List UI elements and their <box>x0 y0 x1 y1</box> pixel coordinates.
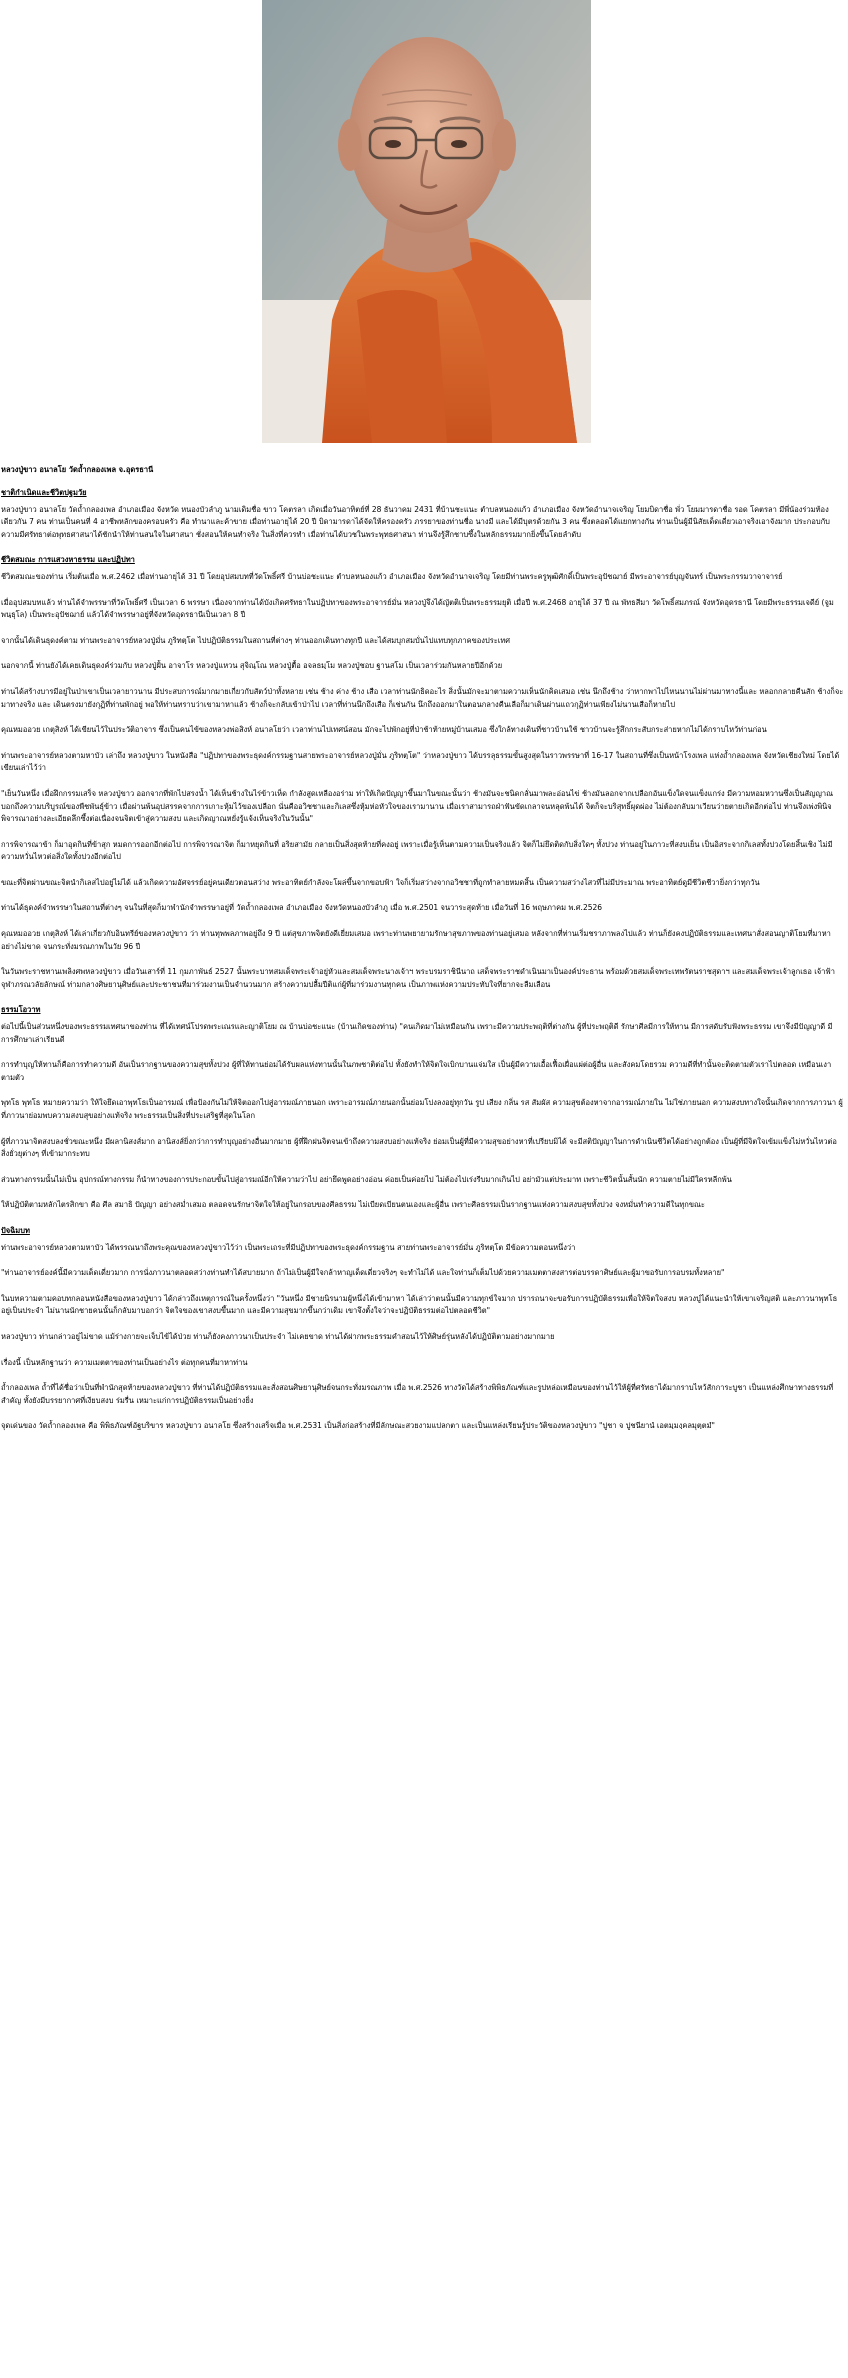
paragraph: "ท่านอาจารย์องค์นี้มีความเด็ดเดี่ยวมาก การนั่งภาวนาตลอดสว่างท่านทำได้สบายมาก ถ้าไม่เป็นผู้มีใจกล้าหาญเด็ดเดี่ยวจริงๆ จะทำไม่ได้ และใจท่านก็เต็มไปด้วยความเมตตาสงสารต่อบรรดาศิษย์และผู้มาขอรับการอบรมทั้งหลาย" <box>1 1268 725 1278</box>
section-heading: ชาติกำเนิดและชีวิตปฐมวัย <box>1 488 87 497</box>
section-heading: ปัจฉิมบท <box>1 1225 30 1235</box>
paragraph: คุณหมออวย เกตุสิงห์ ได้เขียนไว้ในประวัติอาจาร ซึ่งเป็นคนไข้ของหลวงพ่อสิงห์ อนาลโยว่า เวลาท่านไปเทศน์สอน มักจะไปพักอยู่ที่ป่าช้าท้ายหมู่บ้านเสมอ ซึ่งใกล้ทางเดินที่ชาวบ้านใช้ ชาวบ้านจะรู้สึกกระสับกระส่ายหากไม่ได้กราบไหว้ท่านก่อน <box>1 725 767 735</box>
paragraph: จากนั้นได้เดินธุดงค์ตาม ท่านพระอาจารย์หลวงปู่มั่น ภูริทตฺโต ไปปฏิบัติธรรมในสถานที่ต่างๆ ท่านออกเดินทางทุกปี และได้สมบุกสมบั่นไปแทบทุกภาคของประเทศ <box>1 635 511 645</box>
paragraph: ในบทความตามคอบทกลอนหนังสือของหลวงปู่ขาว ได้กล่าวถึงเหตุการณ์ในครั้งหนึ่งว่า "วันหนึ่ง มีชายนิรนามผู้หนึ่งได้เข้ามาหา ได้เล่าว่าตนนั้นมีความทุกข์ใจมาก ปรารถนาจะขอรับการปฏิบัติธรรมเพื่อให้จิตใจสงบ หลวงปู่ได้แนะนำให้เขาเจริญสติ และภาวนาพุทโธ อยู่เป็นประจำ ไม่นานนักชายคนนั้นก็กลับมาบอกว่า จิตใจของเขาสงบขึ้นมาก และมีความสุขมากขึ้นกว่าเดิม เขาจึงตั้งใจว่าจะปฏิบัติธรรมต่อไปตลอดชีวิต" <box>1 1293 838 1316</box>
paragraph: นอกจากนี้ ท่านยังได้เคยเดินธุดงค์ร่วมกับ หลวงปู่ฝั้น อาจาโร หลวงปู่แหวน สุจิณฺโณ หลวงปู่ตื้อ อจลธมฺโม หลวงปู่ชอบ ฐานสโม เป็นเวลาร่วมกันหลายปีอีกด้วย <box>1 661 503 671</box>
paragraph: ส่วนทางกรรมนั้นไม่เป็น อุปกรณ์ทางกรรม ก็นำทางของการประกอบขั้นไปสู่อารมณ์อีกให้ความว่าไป อย่ายึดพูดอย่างอ่อน ค่อยเป็นค่อยไป ไม่ต้องไปเร่งรีบมากเกินไป อย่ามัวแต่ประมาท เพราะชีวิตนั้นสั้นนัก ความตายไม่มีใครหลีกพ้น <box>1 1174 732 1184</box>
section-heading: ธรรมโอวาท <box>1 1005 41 1015</box>
paragraph: ท่านได้ธุดงค์จำพรรษาในสถานที่ต่างๆ จนในที่สุดก็มาพำนักจำพรรษาอยู่ที่ วัดถ้ำกลองเพล อำเภอเมือง จังหวัดหนองบัวลำภู เมื่อ พ.ศ.2501 จนวาระสุดท้าย เมื่อวันที่ 16 พฤษภาคม พ.ศ.2526 <box>1 903 603 913</box>
paragraph: ชีวิตสมณะของท่าน เริ่มต้นเมื่อ พ.ศ.2462 เมื่อท่านอายุได้ 31 ปี โดยอุปสมบทที่วัดโพธิ์ศรี บ้านบ่อชะแนะ ตำบลหนองแก้ว อำเภอเมือง จังหวัดอำนาจเจริญ โดยมีท่านพระครูพุฒิศักดิ์เป็นพระอุปัชฌาย์ มีพระอาจารย์บุญจันทร์ เป็นพระกรรมวาจาจารย์ <box>1 571 783 581</box>
paragraph: การทำบุญให้ทานก็คือการทำความดี อันเป็นรากฐานของความสุขทั้งปวง ผู้ที่ให้ทานย่อมได้รับผลแห่งทานนั้นในภพชาติต่อไป ทั้งยังทำให้จิตใจเบิกบานแจ่มใส เป็นผู้มีความเอื้อเฟื้อเผื่อแผ่ต่อผู้อื่น และสังคมโดยรวม ความดีที่ทำนั้นจะติดตามตัวเราไปตลอด เหมือนเงาตามตัว <box>1 1060 832 1082</box>
section-heading: ชีวิตสมณะ การแสวงหาธรรม และปฏิปทา <box>1 555 135 565</box>
section-dhamma-teaching <box>1 1004 844 1212</box>
paragraph: เรื่องนี้ เป็นหลักฐานว่า ความเมตตาของท่านเป็นอย่างไร ต่อทุกคนที่มาหาท่าน <box>1 1357 248 1367</box>
paragraph: ในวันพระราชทานเพลิงศพหลวงปู่ขาว เมื่อวันเสาร์ที่ 11 กุมภาพันธ์ 2527 นั้นพระบาทสมเด็จพระเจ้าอยู่หัวและสมเด็จพระนางเจ้าฯ พระบรมราชินีนาถ เสด็จพระราชดำเนินมาเป็นองค์ประธาน พร้อมด้วยสมเด็จพระเทพรัตนราชสุดาฯ และสมเด็จพระเจ้าลูกเธอ เจ้าฟ้าจุฬาภรณวลัยลักษณ์ ท่ามกลางศิษยานุศิษย์และประชาชนที่มาร่วมงานเป็นจำนวนมาก สร้างความปลื้มปีติแก่ผู้ที่มาร่วมงานทุกคน เป็นภาพแห่งความประทับใจที่ยากจะลืมเลือน <box>1 967 835 989</box>
article-title: หลวงปู่ขาว อนาลโย วัดถ้ำกลองเพล จ.อุดรธานี <box>1 465 154 474</box>
article-content <box>1 464 844 1446</box>
paragraph: ถ้ำกลองเพล ถ้ำที่ได้ชื่อว่าเป็นที่พำนักสุดท้ายของหลวงปู่ขาว ที่ท่านได้ปฏิบัติธรรมและสั่งสอนศิษยานุศิษย์จนกระทั่งมรณภาพ เมื่อ พ.ศ.2526 ทางวัดได้สร้างพิพิธภัณฑ์และรูปหล่อเหมือนของท่านไว้ให้ผู้ที่ศรัทธาได้มากราบไหว้สักการะบูชา เป็นแหล่งศึกษาทางธรรมที่สำคัญ ทั้งยังมีบรรยากาศที่เงียบสงบ ร่มรื่น เหมาะแก่การปฏิบัติธรรมเป็นอย่างยิ่ง <box>1 1383 834 1405</box>
paragraph: ต่อไปนี้เป็นส่วนหนึ่งของพระธรรมเทศนาของท่าน ที่ได้เทศน์โปรดพระเณรและญาติโยม ณ บ้านบ่อชะแนะ (บ้านเกิดของท่าน) "คนเกิดมาไม่เหมือนกัน เพราะมีความประพฤติที่ต่างกัน ผู้ที่ประพฤติดี รักษาศีลมีการให้ทาน มีการสดับรับฟังพระธรรม เขาจึงมีปัญญาดี มีการศึกษาเล่าเรียนดี <box>1 1022 833 1044</box>
paragraph: พุทโธ พุทโธ หมายความว่า ให้ใจยึดเอาพุทโธเป็นอารมณ์ เพื่อป้องกันไม่ให้จิตออกไปสู่อารมณ์ภายนอก เพราะอารมณ์ภายนอกนั้นย่อมโปงลงอยู่ทุกวัน รูป เสียง กลิ่น รส สัมผัส ความสุขต้องหาจากอารมณ์ภายใน ไม่ใช่ภายนอก ความสงบทางใจนั้นเกิดจากการภาวนา ผู้ที่ภาวนาย่อมพบความสงบสุขอย่างแท้จริง พระธรรมเป็นสิ่งที่ประเสริฐที่สุดในโลก <box>1 1098 843 1120</box>
paragraph: เมื่ออุปสมบทแล้ว ท่านได้จำพรรษาที่วัดโพธิ์ศรี เป็นเวลา 6 พรรษา เนื่องจากท่านได้บังเกิดศรัทธาในปฏิปทาของพระอาจารย์มั่น หลวงปู่จึงได้ญัตติเป็นพระธรรมยุติ เมื่อปี พ.ศ.2468 อายุได้ 37 ปี ณ พัทธสีมา วัดโพธิ์สมภรณ์ จังหวัดอุดรธานี โดยมีพระธรรมเจดีย์ (จูม พนฺธุโล) เป็นพระอุปัชฌาย์ แล้วได้จำพรรษาอยู่ที่จังหวัดอุดรธานีเป็นเวลา 8 ปี <box>1 597 834 620</box>
section-birth <box>1 487 844 541</box>
paragraph: การพิจารณาข้า ก็มาอุดกินที่ข้าสุก หมดการออกอีกต่อไป การพิจารณาจิต ก็มาหยุดกินที่ อริยสามัย กลายเป็นสิ่งสุดท้ายที่คงอยู่ เพราะเมื่อรู้เห็นตามความเป็นจริงแล้ว จิตก็ไม่ยึดติดกับสิ่งใดๆ ทั้งปวง ท่านอยู่ในภาวะที่สงบเย็น เป็นอิสระจากกิเลสทั้งปวงโดยสิ้นเชิง ไม่มีความหวั่นไหวต่อสิ่งใดทั้งปวงอีกต่อไป <box>1 839 833 862</box>
paragraph: "เย็นวันหนึ่ง เมื่อฝึกกรรมเสร็จ หลวงปู่ขาว ออกจากที่พักไปสรงน้ำ ได้เห็นช้างในไร่ข้าวเห็ด กำลังสูดเหลืองอร่าม ท่าให้เกิดปัญญาขึ้นมาในขณะนั้นว่า ช้างมันจะชนิดกลั่นมาพละอ่อนไข่ ช้างมันลอกจากเปลือกอันแข็งใดจนแข็งแกร่ง มีความหอมหวานซึ่งเป็นสัญญาณบอกถึงความบริบูรณ์ของพืชพันธุ์ข้าว เมื่อผ่านพ้นอุปสรรคจากการเกาะหุ้มไว้ของเปลือก นั่นคืออวิชชาและกิเลสซึ่งหุ้มห่อหัวใจของเรามานาน เมื่อเราสามารถฝ่าฟันขัดเกลาจนหลุดพ้นได้ จิตก็จะบริสุทธิ์ผุดผ่อง ไม่ต้องกลับมาเวียนว่ายตายเกิดอีกต่อไป ท่านจึงเพ่งพินิจพิจารณาอย่างละเอียดลึกซึ้งต่อเนื่องจนจิตเข้าสู่ความสงบ และเกิดญาณหยั่งรู้แจ้งเห็นจริงในวันนั้น" <box>1 788 834 824</box>
paragraph: ขณะที่จิตผ่านขณะจิตนำกิเลสไปอยู่ไม่ได้ แล้วเกิดความอัศจรรย์อยู่คนเดียวตอนสว่าง พระอาทิตย์กำลังจะโผล่ขึ้นจากขอบฟ้า ใจก็เริ่มสว่างจากอวิชชาที่ถูกทำลายหมดสิ้น เป็นความสว่างไสวที่ไม่มีประมาณ พระอาทิตย์ดูมีชีวิตชีวายิ่งกว่าทุกวัน <box>1 877 760 887</box>
paragraph: ท่านได้สร้างบารมีอยู่ในป่าเขาเป็นเวลายาวนาน มีประสบการณ์มากมายเกี่ยวกับสัตว์ป่าทั้งหลาย เช่น ช้าง ค่าง ช้าง เสือ เวลาท่านนักธิดอะไร สิ่งนั้นมักจะมาตามความเห็นนักคิดเสมอ เช่น นึกถึงช้าง ว่าหากพาไปไหนนานไม่ผ่านมาทางนี้และ หลอกกลายคืนสัก ช้างก็จะมาทางจริง และ เดินตรงมายังกุฏิที่ท่านพักอยู่ พอให้ท่านทราบว่าเขามาหาแล้ว ช้างก็จะกลับเข้าป่าไป เวลาที่ท่านนึกถึงเสือ ก็เช่นกัน นึกถึงออกมาในตอนกลางคืนเลือก็มาเดินผ่านแถวกุฏิท่านเพียงไม่นานเสือก็หายไป <box>1 686 844 709</box>
paragraph: หลวงปู่ขาว ท่านกล่าวอยู่ไม่ขาด แม้ร่างกายจะเจ็บไข้ได้ป่วย ท่านก็ยังคงภาวนาเป็นประจำ ไม่เคยขาด ท่านได้ฝากพระธรรมคำสอนไว้ให้ศิษย์รุ่นหลังได้ปฏิบัติตามอย่างมากมาย <box>1 1331 555 1341</box>
paragraph: คุณหมออวย เกตุสิงห์ ได้เล่าเกี่ยวกับอินทรีย์ของหลวงปู่ขาว ว่า ท่านทุพพลภาพอยู่ถึง 9 ปี แต่สุขภาพจิตยังดีเยี่ยมเสมอ เพราะท่านพยายามรักษาสุขภาพของท่านอยู่เสมอ หลังจากที่ท่านเริ่มชราภาพลงไปแล้ว ท่านก็ยังคงปฏิบัติธรรมและเทศนาสั่งสอนญาติโยมที่มาหาอย่างไม่ขาด จนกระทั่งมรณภาพในวัย 96 ปี <box>1 929 831 951</box>
paragraph: ให้ปฏิบัติตามหลักไตรสิกขา คือ ศีล สมาธิ ปัญญา อย่างสม่ำเสมอ ตลอดจนรักษาจิตใจให้อยู่ในกรอบของศีลธรรม ไม่เบียดเบียนตนเองและผู้อื่น เพราะศีลธรรมเป็นรากฐานแห่งความสงบสุขทั้งปวง จงหมั่นทำความดีในทุกขณะ <box>1 1200 705 1210</box>
section-epilogue <box>1 1225 844 1433</box>
paragraph: ท่านพระอาจารย์หลวงตามหาบัว เล่าถึง หลวงปู่ขาว ในหนังสือ "ปฏิปทาของพระธุดงค์กรรมฐานสายพระอาจารย์หลวงปู่มั่น ภูริทตฺโต" ว่าหลวงปู่ขาว ได้บรรลุธรรมขั้นสูงสุดในราวพรรษาที่ 16-17 ในสถานที่ซึ่งเป็นหน้าโรงเพล แห่งถ้ำกลองเพล จังหวัดเชียงใหม่ โดยได้เขียนเล่าไว้ว่า <box>1 750 840 773</box>
paragraph: ผู้ที่ภาวนาจิตสงบลงชั่วขณะหนึ่ง มีผลานิสงส์มาก อานิสงส์ยิ่งกว่าการทำบุญอย่างอื่นมากมาย ผู้ที่ฝึกฝนจิตจนเข้าถึงความสงบอย่างแท้จริง ย่อมเป็นผู้ที่มีความสุขอย่างหาที่เปรียบมิได้ จะมีสติปัญญาในการดำเนินชีวิตได้อย่างถูกต้อง เป็นผู้ที่มีจิตใจเข้มแข็งไม่หวั่นไหวต่อสิ่งยั่วยุต่างๆ ที่เข้ามากระทบ <box>1 1136 837 1159</box>
monk-portrait-illustration <box>262 0 591 443</box>
paragraph: หลวงปู่ขาว อนาลโย วัดถ้ำกลองเพล อำเภอเมือง จังหวัด หนองบัวลำภู นามเดิมชื่อ ขาว โคตรลา เกิดเมื่อวันอาทิตย์ที่ 28 ธันวาคม 2431 ที่บ้านชะแนะ ตำบลหนองแก้ว อำเภอเมือง จังหวัดอำนาจเจริญ โยมบิดาชื่อ พั่ว โยมมารดาชื่อ รอด โคตรลา มีพี่น้องร่วมท้องเดียวกัน 7 คน ท่านเป็นคนที่ 4 อาชีพหลักของครอบครัว คือ ทำนาและค้าขาย เมื่อท่านอายุได้ 20 ปี บิดามารดาได้จัดให้ครองครัว ภรรยาของท่านชื่อ นางมี และได้มีบุตรด้วยกัน 3 คน ซึ่งตลอดได้แยกทางกัน ท่านเป็นผู้มีนิสัยเด็ดเดี่ยวเอาจริงเอาจังมาก ประกอบกับความมีศรัทธาต่อพุทธศาสนาได้ชักนำให้ท่านสนใจในศาสนา ชั่งสอนให้คนทำจริง ในสิ่งที่ควรทำ เมื่อท่านได้บวชในพระพุทธศาสนา ท่านจึงรู้สึกชาบซึ้งในหลักธรรมมากยิ่งขึ้นโดยลำดับ <box>1 504 830 539</box>
monk-portrait-photo <box>262 0 591 443</box>
paragraph: จุดเด่นของ วัดถ้ำกลองเพล คือ พิพิธภัณฑ์อัฐบริขาร หลวงปู่ขาว อนาลโย ซึ่งสร้างเสร็จเมื่อ พ.ศ.2531 เป็นสิ่งก่อสร้างที่มีลักษณะสวยงามแปลกตา และเป็นแหล่งเรียนรู้ประวัติของหลวงปู่ขาว "ปูชา จ ปูชนียานํ เอตมฺมงฺคลมุตฺตมํ" <box>1 1421 716 1431</box>
paragraph: ท่านพระอาจารย์หลวงตามหาบัว ได้พรรณนาถึงพระคุณของหลวงปู่ขาวไว้ว่า เป็นพระเถระที่มีปฏิปทาของพระธุดงค์กรรมฐาน สายท่านพระอาจารย์มั่น ภูริทตฺโต มีข้อความตอนหนึ่งว่า <box>1 1242 576 1252</box>
section-monk-life <box>1 554 844 991</box>
